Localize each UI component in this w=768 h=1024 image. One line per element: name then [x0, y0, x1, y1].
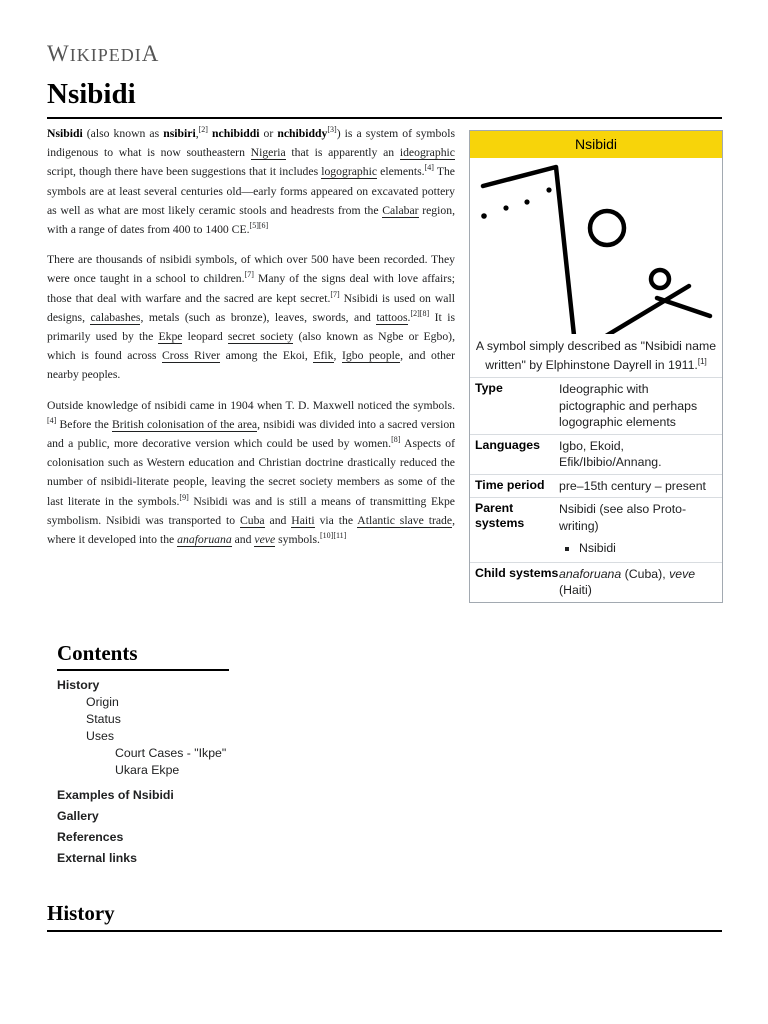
citation-ref[interactable]: [8]: [391, 435, 401, 445]
bold-term: nchibiddy: [277, 127, 328, 140]
text: ) is a system of symbols indigenous to what is now southeastern: [47, 127, 456, 160]
link-british-colonisation[interactable]: British colonisation of the area: [111, 417, 258, 431]
text: (also known as: [82, 127, 164, 140]
link-anaforuana[interactable]: anaforuana: [177, 533, 232, 547]
link-efik[interactable]: Efik: [313, 349, 334, 363]
toc-item-origin[interactable]: Origin: [86, 695, 119, 709]
infobox-label: Languages: [475, 437, 540, 452]
link-tattoos[interactable]: tattoos: [376, 310, 408, 324]
text: Many of the signs deal with love affairs; those that deal with warfare and the sacred are kept secret.: [47, 272, 455, 305]
bold-term: nchibiddi: [212, 127, 260, 140]
citation-ref[interactable]: [3]: [327, 125, 337, 134]
text: , nsibidi was divided into a sacred version and a public, more decorative version which could be used by women.: [47, 417, 456, 451]
infobox-label: Type: [475, 381, 503, 395]
text: that is apparently an: [285, 146, 400, 160]
intro-paragraph-1: [47, 124, 455, 239]
citation-ref[interactable]: [2]: [198, 125, 208, 134]
infobox-value: pre–15th century – present: [559, 478, 706, 493]
wordmark-w: W: [47, 41, 70, 66]
text: region, with a range of dates from 400 to 1400 CE.: [47, 203, 456, 237]
link-anaforuana[interactable]: anaforuana: [559, 566, 622, 581]
text: , where it developed into the: [47, 513, 455, 547]
text: Nsibidi is used on wall designs,: [47, 291, 455, 324]
intro-paragraph-3: [47, 396, 455, 550]
citation-ref[interactable]: [7]: [330, 289, 340, 299]
link-nigeria[interactable]: Nigeria: [250, 146, 286, 160]
link-veve[interactable]: veve: [669, 566, 696, 581]
link-veve[interactable]: veve: [254, 533, 276, 547]
toc-item-uses[interactable]: Uses: [86, 729, 115, 743]
infobox-value: [559, 501, 722, 559]
link-haiti[interactable]: Haiti: [291, 513, 315, 527]
caption-text: A symbol simply described as "Nsibidi name written" by Elphinstone Dayrell in 1911.: [475, 339, 717, 372]
infobox: [469, 130, 723, 603]
text: via the: [314, 513, 358, 527]
toc-item-examples[interactable]: Examples of Nsibidi: [57, 788, 174, 802]
infobox-title: Nsibidi: [470, 131, 722, 158]
text: ,: [333, 349, 342, 363]
infobox-row-type: [470, 377, 722, 434]
text: .: [407, 310, 411, 324]
text: Aspects of colonisation such as Western education and Christian doctrine drastically reduced the number of nsibidi-literate people, leaving the secret society members as some of the last literate in the symbols.: [47, 437, 455, 508]
parent-systems-text: Nsibidi (see also Proto-writing): [559, 502, 687, 533]
link-ekpe[interactable]: Ekpe: [158, 330, 183, 344]
link-logographic[interactable]: logographic: [321, 165, 378, 179]
infobox-image[interactable]: [470, 158, 722, 334]
citation-ref[interactable]: [2][8]: [410, 308, 430, 318]
bold-term: Nsibidi: [47, 127, 83, 140]
infobox-row-child-systems: [470, 562, 722, 602]
infobox-value: Ideographic with pictographic and perhaps logographic elements: [559, 382, 698, 429]
spacer: [57, 779, 229, 787]
section-divider: [47, 930, 722, 932]
wordmark-rest: IKIPEDI: [69, 45, 142, 65]
citation-ref[interactable]: [4]: [47, 415, 57, 425]
link-secret-society[interactable]: secret society: [227, 330, 294, 344]
text: Nsibidi was and is still a means of transmitting Ekpe symbolism. Nsibidi was transported to: [47, 494, 455, 527]
citation-ref[interactable]: [5][6]: [249, 221, 269, 231]
section-heading-history: History: [47, 901, 115, 925]
infobox-row-time-period: [470, 474, 722, 498]
text: (Haiti): [559, 583, 592, 597]
infobox-label: Parent systems: [475, 501, 525, 530]
table-of-contents: [57, 641, 229, 867]
toc-item-gallery[interactable]: Gallery: [57, 809, 99, 823]
text: script, though there have been suggestions that it includes: [47, 165, 322, 179]
parent-systems-list: [559, 540, 716, 557]
infobox-label: Child systems: [475, 565, 559, 580]
link-calabar[interactable]: Calabar: [382, 203, 419, 217]
infobox-value: [559, 566, 722, 599]
article-body: [47, 124, 455, 560]
link-calabashes[interactable]: calabashes: [90, 310, 141, 324]
link-cuba[interactable]: Cuba: [239, 513, 265, 527]
text: leopard: [182, 330, 228, 344]
text: It is primarily used by the: [47, 310, 456, 344]
infobox-caption: [470, 334, 722, 377]
text: ,: [195, 127, 199, 140]
link-cross-river[interactable]: Cross River: [162, 349, 221, 363]
text: Before the: [56, 417, 112, 431]
text: or: [259, 127, 278, 140]
infobox-row-parent-systems: [470, 497, 722, 562]
link-ideographic[interactable]: ideographic: [399, 146, 455, 160]
text: , and other nearby peoples.: [47, 349, 456, 382]
citation-ref[interactable]: [7]: [244, 270, 254, 280]
text: , metals (such as bronze), leaves, swords, and: [140, 310, 377, 324]
toc-item-history[interactable]: History: [57, 678, 100, 692]
text: Outside knowledge of nsibidi came in 1904 when T. D. Maxwell noticed the symbols.: [47, 398, 455, 412]
toc-item-references[interactable]: References: [57, 830, 124, 844]
title-divider: [47, 117, 722, 119]
bold-term: nsibiri: [163, 127, 196, 140]
nsibidi-symbol-icon: [470, 158, 722, 334]
wikipedia-wordmark[interactable]: [47, 41, 159, 67]
text: and: [231, 533, 255, 547]
contents-heading: Contents: [57, 641, 138, 665]
text: (Cuba),: [621, 566, 670, 581]
infobox-value: Igbo, Ekoid, Efik/Ibibio/Annang.: [559, 438, 662, 469]
citation-ref[interactable]: [1]: [697, 357, 707, 366]
infobox-label: Time period: [475, 477, 545, 492]
link-igbo-people[interactable]: Igbo people: [341, 349, 401, 363]
citation-ref[interactable]: [4]: [424, 163, 434, 173]
list-item: ▪ Nsibidi: [579, 540, 716, 557]
link-atlantic-slave-trade[interactable]: Atlantic slave trade: [357, 513, 453, 527]
text: symbols.: [275, 533, 320, 547]
text: There are thousands of nsibidi symbols, of which over 500 have been recorded. They were once taught in a school to children.: [47, 253, 455, 286]
toc-item-court-cases[interactable]: Court Cases - "Ikpe": [115, 746, 227, 760]
citation-ref[interactable]: [9]: [179, 492, 189, 502]
page-title: Nsibidi: [47, 78, 136, 110]
text: The symbols are at least several centuries old—early forms appeared on excavated pottery as well as what are most likely ceramic stools and headrests from the: [47, 165, 455, 217]
toc-item-external-links[interactable]: External links: [57, 851, 137, 865]
citation-ref[interactable]: [10][11]: [319, 531, 347, 541]
toc-item-ukara-ekpe[interactable]: Ukara Ekpe: [115, 763, 180, 777]
text: (also known as Ngbe or Egbo), which is found across: [47, 330, 455, 363]
toc-item-status[interactable]: Status: [86, 712, 121, 726]
wordmark-a: A: [141, 41, 160, 66]
text: elements.: [377, 165, 425, 179]
contents-divider: [57, 669, 229, 671]
intro-paragraph-2: [47, 250, 455, 384]
text: among the Ekoi,: [220, 349, 314, 363]
infobox-row-languages: [470, 434, 722, 474]
text: and: [264, 513, 292, 527]
